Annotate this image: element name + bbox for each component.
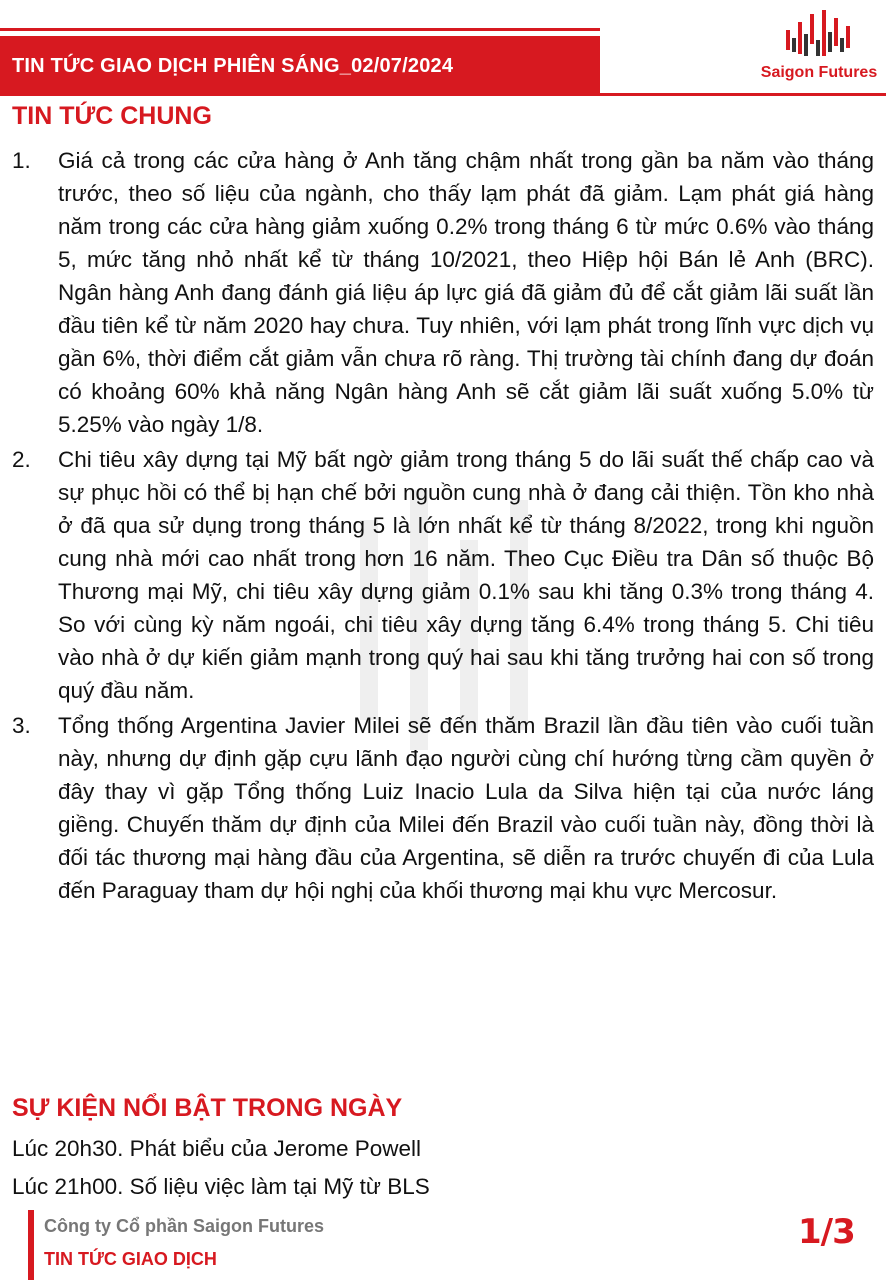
footer-section-label: TIN TỨC GIAO DỊCH: [44, 1249, 217, 1269]
footer-accent-bar: [28, 1210, 34, 1280]
footer-company: Công ty Cổ phần Saigon Futures: [44, 1216, 324, 1236]
event-item: Lúc 20h30. Phát biểu của Jerome Powell: [12, 1136, 422, 1161]
page-number: 1/3: [798, 1212, 855, 1252]
news-item-number: 2.: [12, 447, 31, 472]
news-item-text: Tổng thống Argentina Javier Milei sẽ đến thăm Brazil lần đầu tiên vào cuối tuần này, nhưng dự định gặp cựu lãnh đạo người cùng chí hướng từng cầm quyền ở đây thay vì gặp Tổng thống Luiz Inacio Lula da Silva hiện tại của nước láng giềng. Chuyến thăm dự định của Milei đến Brazil vào cuối tuần này, đồng thời là đối tác thương mại hàng đầu của Argentina, sẽ diễn ra trước chuyến đi của Lula đến Paraguay tham dự hội nghị của khối thương mại khu vực Mercosur.: [58, 713, 874, 903]
page-title: TIN TỨC GIAO DỊCH PHIÊN SÁNG_02/07/2024: [12, 54, 454, 77]
header-bottom-rule: [600, 93, 886, 96]
header-top-rule: [0, 28, 600, 31]
news-item-number: 3.: [12, 713, 31, 738]
event-item: Lúc 21h00. Số liệu việc làm tại Mỹ từ BLS: [12, 1174, 430, 1199]
logo-text: Saigon Futures: [760, 64, 878, 81]
header-banner: [0, 36, 600, 96]
news-item-text: Giá cả trong các cửa hàng ở Anh tăng chậm nhất trong gần ba năm vào tháng trước, theo số liệu của ngành, cho thấy lạm phát đã giảm. Lạm phát giá hàng năm trong các cửa hàng giảm xuống 0.2% trong tháng 6 từ mức 0.6% vào tháng 5, mức tăng nhỏ nhất kể từ tháng 10/2021, theo Hiệp hội Bán lẻ Anh (BRC). Ngân hàng Anh đang đánh giá liệu áp lực giá đã giảm đủ để cắt giảm lãi suất lần đầu tiên kể từ năm 2020 hay chưa. Tuy nhiên, với lạm phát trong lĩnh vực dịch vụ gần 6%, thời điểm cắt giảm vẫn chưa rõ ràng. Thị trường tài chính đang dự đoán có khoảng 60% khả năng Ngân hàng Anh sẽ cắt giảm lãi suất xuống 5.0% từ 5.25% vào ngày 1/8.: [58, 148, 874, 437]
news-item: [12, 144, 874, 441]
news-item-number: 1.: [12, 148, 31, 173]
general-news-heading: TIN TỨC CHUNG: [12, 102, 212, 130]
news-item: [12, 709, 874, 907]
news-list: [12, 144, 874, 909]
events-heading: SỰ KIỆN NỔI BẬT TRONG NGÀY: [12, 1094, 403, 1122]
news-item-text: Chi tiêu xây dựng tại Mỹ bất ngờ giảm trong tháng 5 do lãi suất thế chấp cao và sự phục hồi có thể bị hạn chế bởi nguồn cung nhà ở đang cải thiện. Tồn kho nhà ở đã qua sử dụng trong tháng 5 là lớn nhất kể từ tháng 8/2022, trong khi nguồn cung nhà mới cao nhất trong hơn 16 năm. Theo Cục Điều tra Dân số thuộc Bộ Thương mại Mỹ, chi tiêu xây dựng giảm 0.1% sau khi tăng 0.3% trong tháng 4. So với cùng kỳ năm ngoái, chi tiêu xây dựng tăng 6.4% trong tháng 5. Chi tiêu vào nhà ở dự kiến giảm mạnh trong quý hai sau khi tăng trưởng hai con số trong quý đầu năm.: [58, 447, 874, 703]
news-item: [12, 443, 874, 707]
